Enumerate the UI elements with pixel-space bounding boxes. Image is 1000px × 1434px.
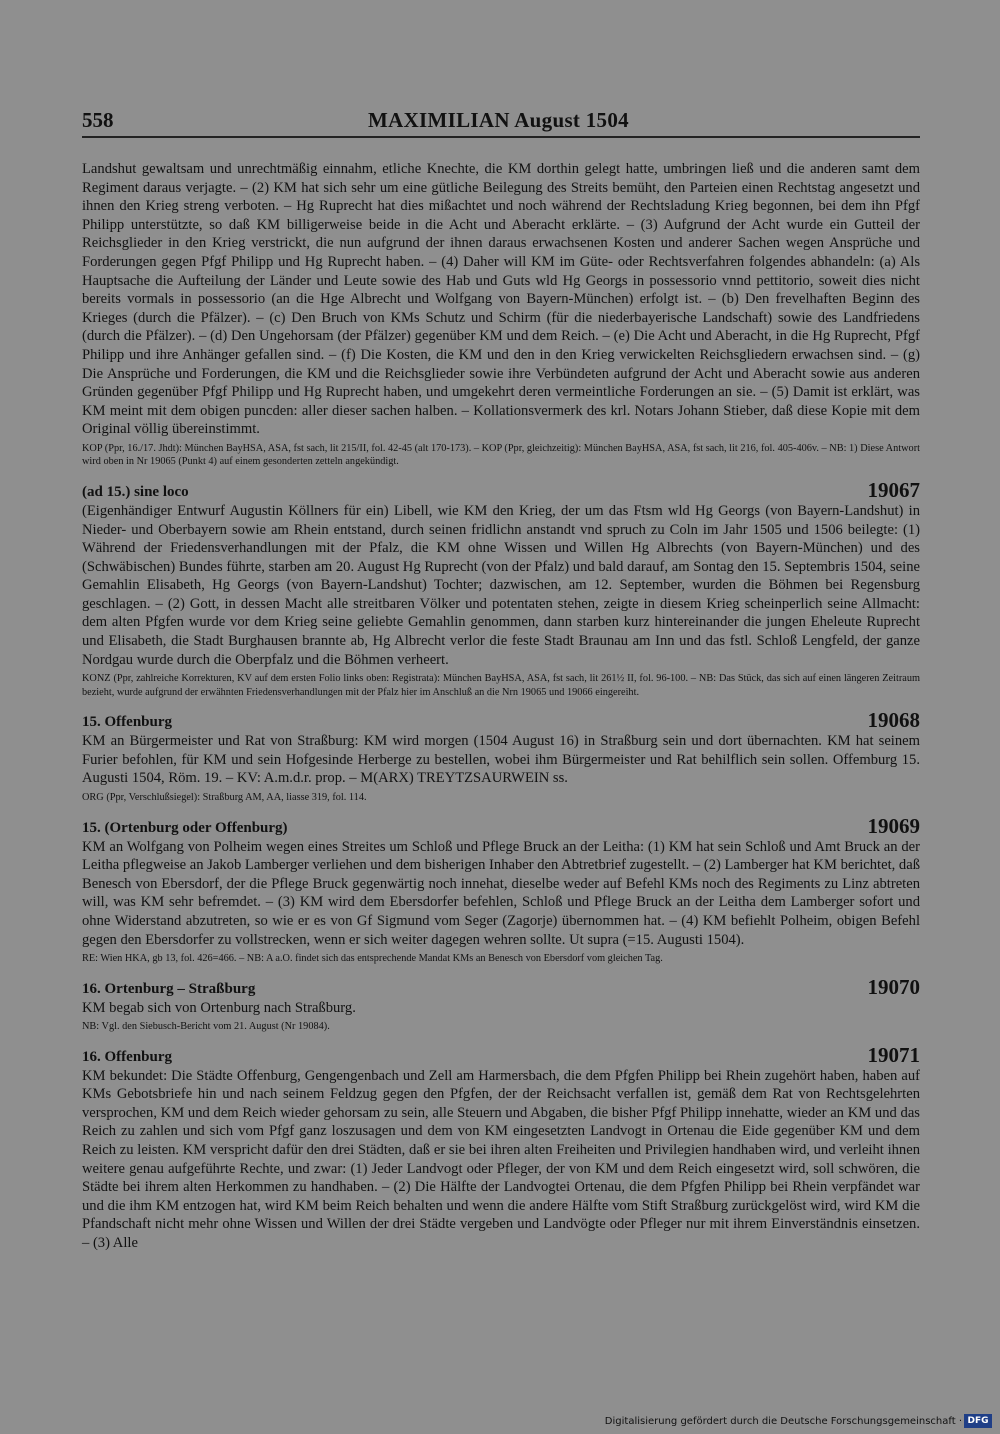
entry-heading xyxy=(82,1042,920,1067)
entry-text: (Eigenhändiger Entwurf Augustin Köllners für ein) Libell, wie KM den Krieg, der um das Ftsm wld Hg Georgs (von Bayern-Landshut) in Nieder- und Oberbayern sowie am Rhein entstand, durch seinen fridlichn anstandt vnd spruch zu Coln im Jahr 1505 und 1506 beilegte: (1) Während der Friedensverhandlungen mit der Pfalz, die KM ohne Wissen und Willen Hg Albrechts (von Bayern-München) und des (Schwäbischen) Bundes führte, starben am 20. August Hg Ruprecht (von der Pfalz) und bald darauf, am Sontag den 15. Septembris 1504, seine Gemahlin Elisabeth, Hg Georgs (von Bayern-Landshut) Tochter; dazwischen, am 12. September, wurden die Böhmen bei Regensburg geschlagen. – (2) Gott, in dessen Macht alle streitbaren Völker und potentaten stehen, zeigte in diesem Krieg scheinperlich seine Allmacht: dem alten Pfgfen wurde vor dem Krieg seine geliebte Gemahlin genommen, dann starben kurz hintereinander die jungen Eheleute Ruprecht und Elisabeth, die Stadt Burghausen brannte ab, Hg Albrecht verlor die feste Stadt Braunau am Inn und das fstl. Schloß Lengfeld, der ganze Nordgau wurde durch die Oberpfalz und die Böhmen verheert. xyxy=(82,502,920,668)
entry-date: 15. Offenburg xyxy=(82,714,172,731)
entry-number: 19070 xyxy=(867,974,920,999)
entry-heading xyxy=(82,974,920,999)
header-rule xyxy=(82,136,920,138)
footer-credit: Digitalisierung gefördert durch die Deutsche Forschungsgemeinschaft · xyxy=(604,1416,962,1427)
entry-heading xyxy=(82,477,920,502)
entry-number: 19069 xyxy=(867,813,920,838)
entry-note: ORG (Ppr, Verschlußsiegel): Straßburg AM, AA, liasse 319, fol. 114. xyxy=(82,792,367,804)
entry-19070 xyxy=(82,974,920,1034)
entry-note: NB: Vgl. den Siebusch-Bericht vom 21. August (Nr 19084). xyxy=(82,1021,330,1033)
entry-heading xyxy=(82,813,920,838)
intro-note: KOP (Ppr, 16./17. Jhdt): München BayHSA, ASA, fst sach, lit 215/II, fol. 42-45 (alt 170-173). – KOP (Ppr, gleichzeitig): München BayHSA, ASA, fst sach, lit 216, fol. 405-406v. – NB: 1) Diese Antwort wird oben in Nr 19065 (Punkt 4) auf einem gesonderten zetteln angekündigt. xyxy=(82,442,920,468)
entry-text: KM an Bürgermeister und Rat von Straßburg: KM wird morgen (1504 August 16) in Straßburg sein und dort übernachten. KM hat seinem Furier befohlen, für KM und sein Hofgesinde Herberge zu bestellen, wobei ihm Bürgermeister und Rat behilflich sein sollen. Offemburg 15. Augusti 1504, Röm. 19. – KV: A.m.d.r. prop. – M(ARX) TREYTZSAURWEIN ss. xyxy=(82,733,920,787)
entry-number: 19067 xyxy=(867,477,920,502)
page-number: 558 xyxy=(82,108,114,132)
page-header xyxy=(82,104,920,138)
entry-heading xyxy=(82,710,920,732)
entry-date: 16. Ortenburg – Straßburg xyxy=(82,980,256,997)
entry-date: (ad 15.) sine loco xyxy=(82,483,189,500)
entry-19067 xyxy=(82,477,920,699)
entry-number: 19071 xyxy=(867,1042,920,1067)
page-content xyxy=(82,160,920,1253)
entry-note: KONZ (Ppr, zahlreiche Korrekturen, KV auf dem ersten Folio links oben: Registrata): München BayHSA, ASA, fst sach, lit 261½ II, fol. 96-100. – NB: Das Stück, das sich auf einen längeren Zeitraum bezieht, wurde aufgrund der erwähnten Friedensverhandlungen mit der Pfalz hier im Anschluß an die Nrn 19065 und 19066 eingereiht. xyxy=(82,673,920,698)
entry-19069 xyxy=(82,813,920,966)
entry-text: KM bekundet: Die Städte Offenburg, Gengengenbach und Zell am Harmersbach, die dem Pfgfen Philipp bei Rhein zugehört haben, haben auf KMs Gebotsbriefe hin und nach seinem Feldzug gegen den Pfgfen, der der Reichsacht verfallen ist, gemäß dem Rat von Rechtsgelehrten versprochen, KM und dem Reich wieder gehorsam zu sein, alle Steuern und Abgaben, die bisher Pfgf Philipp innehatte, wieder an KM und das Reich zu zahlen und sich vom Pfgf ganz loszusagen und dem von KM eingesetzten Landvogt in Ortenau die Eide gegenüber KM und dem Reich zu leisten. KM verspricht dafür den drei Städten, daß er sie bei ihren alten Freiheiten und Privilegien handhaben wird, und verleiht ihnen weitere genau aufgeführte Rechte, und zwar: (1) Jeder Landvogt oder Pfleger, der von KM und dem Reich eingesetzt wird, soll schwören, die Städte bei ihrem alten Herkommen zu handhaben. – (2) Die Hälfte der Landvogtei Ortenau, die dem Pfgfen Philipp bei Rhein verpfändet war und die ihm KM entzogen hat, wird KM beim Reich behalten und wenn die andere Hälfte vom Stift Straßburg zurückgelöst wird, wird KM die Pfandschaft nicht mehr ohne Wissen und Willen der drei Städte vergeben und Landvögte oder Pfleger nur mit ihrem Einverständnis einsetzen. – (3) Alle xyxy=(82,1067,920,1252)
intro-text: Landshut gewaltsam und unrechtmäßig einnahm, etliche Knechte, die KM dorthin gelegt hatte, umbringen ließ und die anderen samt dem Regiment daraus verjagte. – (2) KM hat sich sehr um eine gütliche Beilegung des Streits bemüht, den Parteien einen Rechtstag angesetzt und ihnen den Krieg streng verboten. – Hg Ruprecht hat dies mißachtet und noch während der Rechtsladung Krieg begonnen, bei dem ihn Pfgf Philipp unterstützte, so daß KM billigerweise beide in die Acht und Aberacht erklärte. – (3) Aufgrund der Acht wurde ein Gutteil der Reichsglieder in den Krieg verstrickt, die nun aufgrund der ihnen daraus erwachsenen Kosten und anderer Sachen wegen Ansprüche und Forderungen gegen Pfgf Philipp und Hg Ruprecht haben. – (4) Daher will KM im Güte- oder Rechtsverfahren folgendes abhandeln: (a) Als Hauptsache die Aufteilung der Länder und Leute sowie des Hab und Guts wld Hg Georgs in possessorio vnnd pettitorio, soweit dies nicht bereits vormals in possessorio (an die Hge Albrecht und Wolfgang von Bayern-München) erfolgt ist. – (b) Den frevelhaften Beginn des Krieges (durch die Pfälzer). – (c) Den Bruch von KMs Schutz und Schirm (für die niederbayerische Landschaft) sowie des Landfriedens (durch die Pfälzer). – (d) Den Ungehorsam (der Pfälzer) gegenüber KM und dem Reich. – (e) Die Acht und Aberacht, in die Hg Ruprecht, Pfgf Philipp und ihre Anhänger gefallen sind. – (f) Die Kosten, die KM und den in den Krieg verwickelten Reichsgliedern erwachsen sind. – (g) Die Ansprüche und Forderungen, die KM und die Reichsglieder sowie ihre Verbündeten aufgrund der Acht und Aberacht sowie aus anderen Gründen gegenüber Pfgf Philipp und Hg Ruprecht haben, und umgekehrt deren vermeintliche Forderungen an sie. – (5) Damit ist erklärt, was KM meint mit dem obigen puncden: aller dieser sachen halben. – Kollationsvermerk des krl. Notars Johann Stieber, daß diese Kopie mit dem Original völlig übereinstimmt. xyxy=(82,161,920,438)
entry-text: KM begab sich von Ortenburg nach Straßburg. xyxy=(82,999,356,1016)
entry-number: 19068 xyxy=(867,708,920,733)
entry-19071 xyxy=(82,1042,920,1253)
dfg-logo[interactable]: DFG xyxy=(964,1414,992,1428)
running-title: MAXIMILIAN August 1504 xyxy=(368,108,629,132)
entry-text: KM an Wolfgang von Polheim wegen eines Streites um Schloß und Pflege Bruck an der Leitha: (1) KM hat sein Schloß und Amt Bruck an der Leitha pflegweise an Jakob Lamberger verliehen und dem bisherigen Inhaber den Abtretbrief zugestellt. – (2) Lamberger hat KM berichtet, daß Benesch von Ebersdorf, der die Pflege Bruck gegenwärtig noch innehat, dieselbe weder auf Befehl KMs noch des Regiments zu Linz abtreten will, was KM sehr befremdet. – (3) KM wird dem Ebersdorfer befehlen, Schloß und Pflege Bruck an der Leitha dem Lamberger sofort und ohne Widerstand abzutreten, so wie er es von Gf Sigmund vom Seger (Zagorje) übernommen hat. – (4) KM befiehlt Polheim, obigen Befehl gegen den Ebersdorfer zu vollstrecken, wenn er sich weiter dagegen wehren sollte. Ut supra (=15. Augusti 1504). xyxy=(82,838,920,948)
entry-date: 16. Offenburg xyxy=(82,1048,172,1065)
entry-19068 xyxy=(82,710,920,804)
entry-date: 15. (Ortenburg oder Offenburg) xyxy=(82,819,288,836)
entry-note: RE: Wien HKA, gb 13, fol. 426=466. – NB: A a.O. findet sich das entsprechende Mandat KMs an Benesch von Ebersdorf vom gleichen Tag. xyxy=(82,953,663,965)
